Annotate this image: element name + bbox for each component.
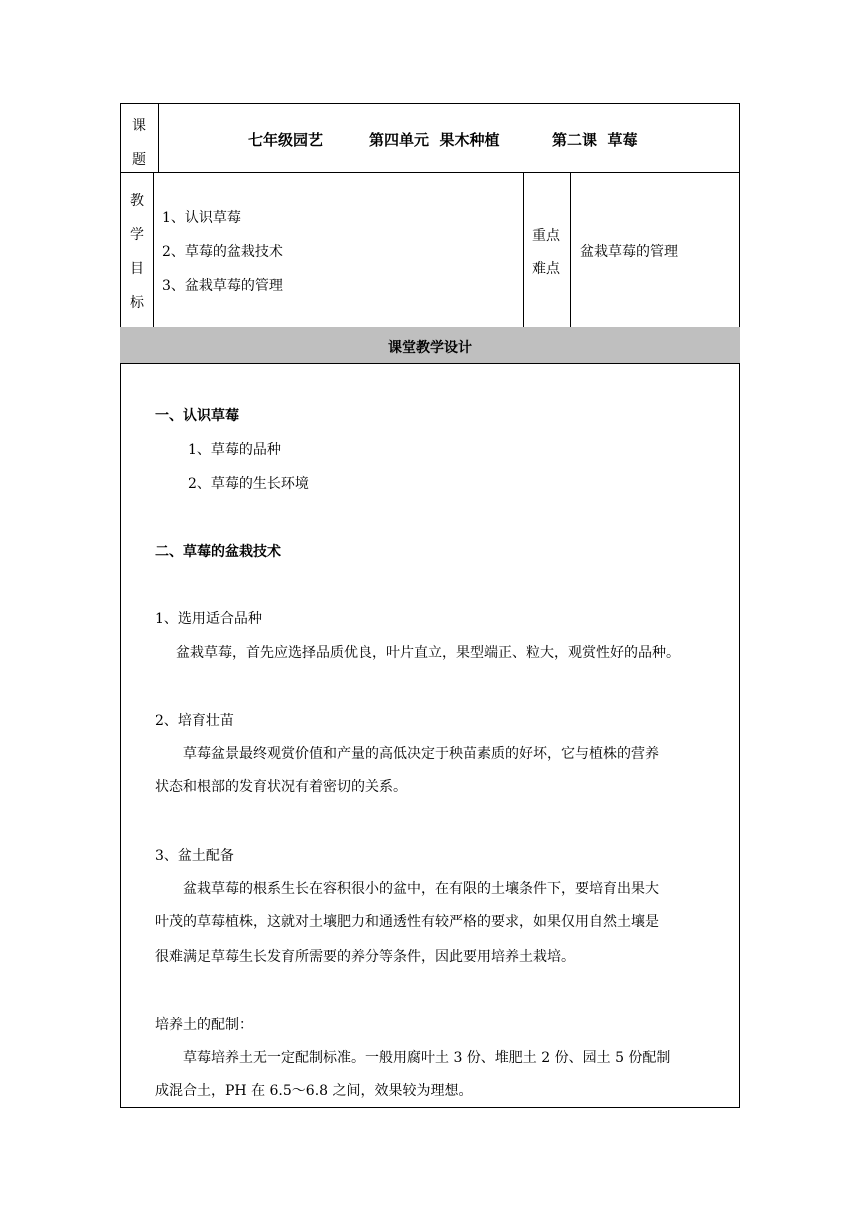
objectives-mid-divider <box>523 172 524 328</box>
paragraph-text: 很难满足草莓生长发育所需要的养分等条件，因此要用培养土栽培。 <box>155 949 575 965</box>
objectives-label-char: 目 <box>130 261 144 277</box>
header-label-char: 课 <box>132 118 146 134</box>
paragraph-title: 1、选用适合品种 <box>155 611 262 627</box>
objective-item: 1、认识草莓 <box>162 210 241 226</box>
heading-1-subitem: 2、草莓的生长环境 <box>188 476 309 492</box>
objective-item: 2、草莓的盆栽技术 <box>162 244 283 260</box>
section-bar-title: 课堂教学设计 <box>388 340 472 356</box>
heading-1: 一、认识草莓 <box>155 408 239 424</box>
paragraph-text: 成混合土，PH 在 6.5～6.8 之间，效果较为理想。 <box>155 1083 473 1099</box>
objectives-label-char: 标 <box>130 295 144 311</box>
objectives-label-char: 教 <box>130 193 144 209</box>
paragraph-text: 叶茂的草莓植株，这就对土壤肥力和通透性有较严格的要求，如果仅用自然土壤是 <box>155 914 659 930</box>
paragraph-text: 盆栽草莓，首先应选择品质优良，叶片直立，果型端正、粒大，观赏性好的品种。 <box>176 645 680 661</box>
paragraph-text: 盆栽草莓的根系生长在容积很小的盆中，在有限的土壤条件下，要培育出果大 <box>183 881 659 897</box>
paragraph-title: 3、盆土配备 <box>155 848 234 864</box>
heading-1-subitem: 1、草莓的品种 <box>188 442 281 458</box>
header-row-divider <box>120 172 740 173</box>
course-grade: 七年级园艺 <box>248 131 324 149</box>
objective-item: 3、盆栽草莓的管理 <box>162 278 283 294</box>
paragraph-title: 培养土的配制： <box>155 1017 253 1033</box>
paragraph-text: 状态和根部的发育状况有着密切的关系。 <box>155 779 407 795</box>
objectives-key-divider <box>570 172 571 328</box>
objectives-label-divider <box>153 172 154 328</box>
difficulty-label: 难点 <box>532 261 560 277</box>
paragraph-text: 草莓盆景最终观赏价值和产量的高低决定于秧苗素质的好坏，它与植株的营养 <box>183 746 659 762</box>
key-points-label: 重点 <box>532 228 560 244</box>
course-unit: 第四单元 果木种植 <box>369 131 500 149</box>
heading-2: 二、草莓的盆栽技术 <box>155 544 281 560</box>
course-lesson: 第二课 草莓 <box>552 131 638 149</box>
paragraph-title: 2、培育壮苗 <box>155 713 234 729</box>
objectives-label-char: 学 <box>130 227 144 243</box>
paragraph-text: 草莓培养土无一定配制标准。一般用腐叶土 3 份、堆肥土 2 份、园土 5 份配制 <box>183 1050 671 1066</box>
key-points-value: 盆栽草莓的管理 <box>580 244 678 260</box>
header-label-char: 题 <box>132 152 146 168</box>
header-label-divider <box>158 103 159 173</box>
